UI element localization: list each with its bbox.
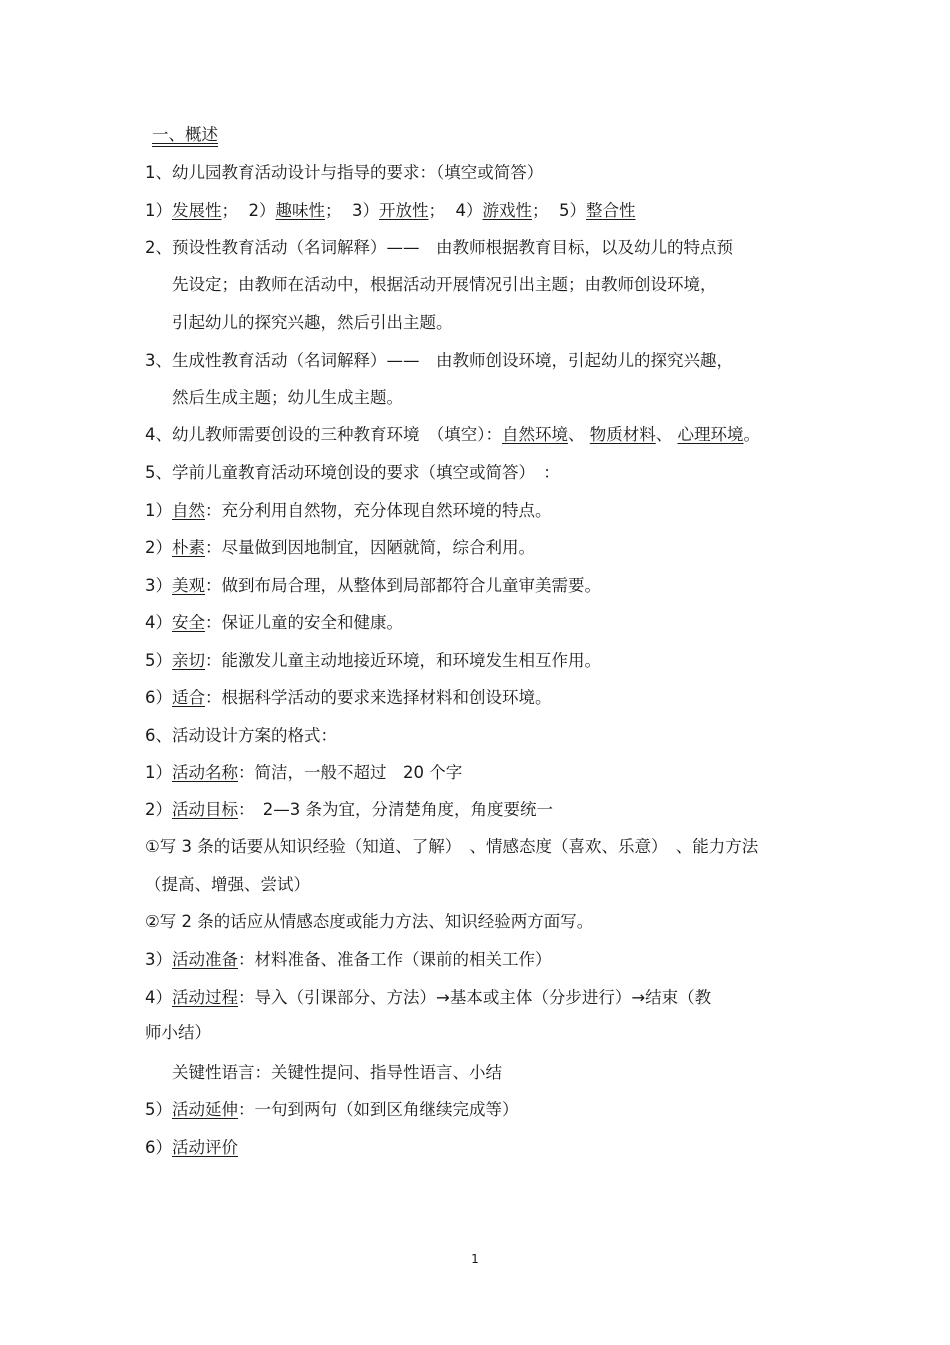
sep: ； (325, 201, 342, 220)
s6-item-process-cont: 师小结） (145, 1023, 211, 1042)
s1-items (145, 200, 636, 222)
s6-note-2: ②写 2 条的话应从情感态度或能力方法、知识经验两方面写。 (145, 912, 594, 931)
end-mark: 。 (743, 425, 760, 444)
desc: ：导入（引课部分、方法）→基本或主体（分步进行）→结束（教 (238, 988, 712, 1007)
s1-title: 1、幼儿园教育活动设计与指导的要求：（填空或简答） (145, 163, 544, 182)
env-material: 物质材料 (589, 425, 656, 444)
num: 1） (145, 501, 172, 520)
desc: ：一句到两句（如到区角继续完成等） (238, 1100, 519, 1119)
desc: ：充分利用自然物，充分体现自然环境的特点。 (205, 501, 552, 520)
s6-note-1: ①写 3 条的话要从知识经验（知道、了解） 、情感态度（喜欢、乐意） 、能力方法 (145, 837, 759, 856)
desc: ：材料准备、准备工作（课前的相关工作） (238, 950, 552, 969)
s5-item (145, 650, 601, 672)
desc: ：能激发儿童主动地接近环境，和环境发生相互作用。 (205, 651, 601, 670)
desc: ：尽量做到因地制宜，因陋就简，综合利用。 (205, 538, 535, 557)
num: 5） (559, 201, 586, 220)
s5-item (145, 612, 403, 634)
keyword: 活动评价 (172, 1138, 238, 1157)
s6-item-evaluation (145, 1137, 238, 1159)
num: 4） (455, 201, 483, 220)
sep: 、 (568, 425, 585, 444)
env-psychological: 心理环境 (677, 425, 744, 444)
keyword: 活动延伸 (172, 1100, 238, 1119)
sep: ； (428, 201, 445, 220)
sep: 、 (655, 425, 673, 444)
s5-item (145, 687, 552, 709)
s2-line-1: 2、预设性教育活动（名词解释）—— 由教师根据教育目标，以及幼儿的特点预 (145, 238, 733, 257)
num: 6） (145, 1138, 172, 1157)
desc: ：简洁，一般不超过 20 个字 (238, 763, 463, 782)
s2-line-2: 先设定；由教师在活动中，根据活动开展情况引出主题；由教师创设环境， (172, 275, 717, 294)
s6-item-goal (145, 799, 553, 821)
num: 3） (145, 950, 172, 969)
desc: ：做到布局合理，从整体到局部都符合儿童审美需要。 (205, 576, 601, 595)
num: 4） (145, 613, 172, 632)
keyword: 亲切 (172, 651, 205, 670)
s6-item-name (145, 762, 462, 784)
s6-title: 6、活动设计方案的格式： (145, 726, 337, 745)
num: 1） (145, 763, 172, 782)
keyword: 美观 (172, 576, 205, 595)
s6-item-prep (145, 949, 552, 971)
num: 4） (145, 988, 172, 1007)
term-game: 游戏性 (482, 201, 532, 220)
term-development: 发展性 (172, 201, 222, 220)
desc: ：保证儿童的安全和健康。 (205, 613, 403, 632)
s3-line-2: 然后生成主题；幼儿生成主题。 (172, 388, 403, 407)
s3-line-1: 3、生成性教育活动（名词解释）—— 由教师创设环境，引起幼儿的探究兴趣， (145, 351, 733, 370)
sep: ； (221, 201, 238, 220)
keyword: 活动准备 (172, 950, 238, 969)
s2-line-3: 引起幼儿的探究兴趣，然后引出主题。 (172, 313, 453, 332)
keyword: 朴素 (172, 538, 205, 557)
desc: ：根据科学活动的要求来选择材料和创设环境。 (205, 688, 552, 707)
s4-prefix: 4、幼儿教师需要创设的三种教育环境 （填空）： (145, 425, 502, 444)
keyword: 自然 (172, 501, 205, 520)
env-natural: 自然环境 (502, 425, 568, 444)
s6-note-1b: （提高、增强、尝试） (145, 875, 310, 894)
s5-item (145, 500, 552, 522)
num: 2） (145, 800, 172, 819)
num: 3） (352, 201, 379, 220)
s6-item-process (145, 987, 711, 1009)
keyword: 安全 (172, 613, 205, 632)
s5-item (145, 537, 535, 559)
num: 5） (145, 1100, 172, 1119)
keyword: 活动名称 (172, 763, 238, 782)
num: 2） (248, 201, 276, 220)
s4-line (145, 424, 760, 446)
s5-title: 5、学前儿童教育活动环境创设的要求（填空或简答） ： (145, 463, 560, 482)
page-number: 1 (471, 1252, 479, 1266)
term-open: 开放性 (379, 201, 429, 220)
s6-key-language: 关键性语言：关键性提问、指导性语言、小结 (172, 1063, 502, 1082)
section-heading: 一、概述 (152, 125, 218, 144)
desc: ： 2—3 条为宜，分清楚角度，角度要统一 (238, 800, 553, 819)
s6-item-extension (145, 1099, 519, 1121)
num: 6） (145, 688, 172, 707)
sep: ； (532, 201, 549, 220)
term-fun: 趣味性 (275, 201, 325, 220)
num: 1） (145, 201, 172, 220)
num: 3） (145, 576, 172, 595)
num: 2） (145, 538, 172, 557)
term-integration: 整合性 (586, 201, 636, 220)
keyword: 活动目标 (172, 800, 238, 819)
num: 5） (145, 651, 172, 670)
s5-item (145, 575, 601, 597)
keyword: 适合 (172, 688, 205, 707)
keyword: 活动过程 (172, 988, 238, 1007)
